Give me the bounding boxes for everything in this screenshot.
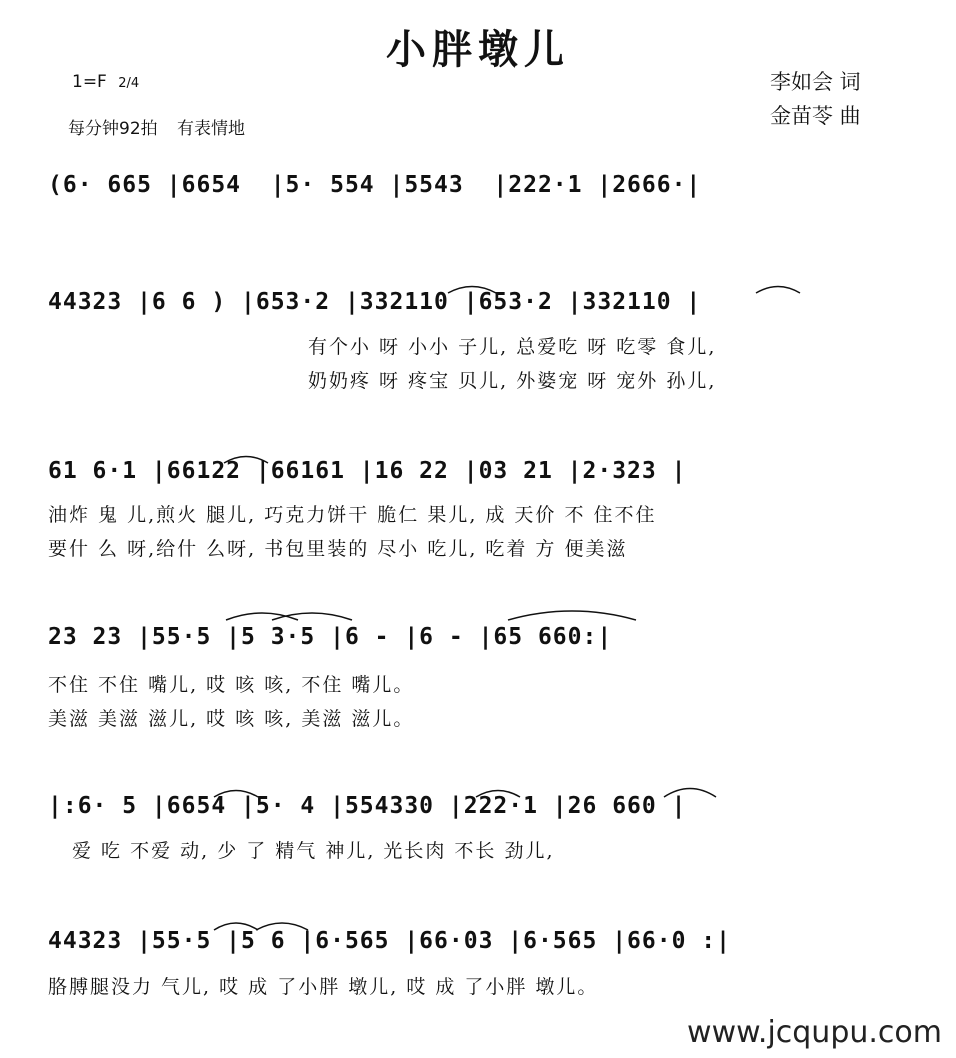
notation-row: 44323 |6 6 ) |653·2 |332110 |653·2 |332110 | [48,289,702,315]
lyric-line: 胳膊腿没力 气儿, 哎 成 了小胖 墩儿, 哎 成 了小胖 墩儿。 [48,976,599,998]
lyric-line: 奶奶疼 呀 疼宝 贝儿, 外婆宠 呀 宠外 孙儿, [308,370,717,392]
key-signature: 1=F [72,72,107,92]
time-signature: 2/4 [118,76,140,91]
notation-row: 44323 |55·5 |5 6 |6·565 |66·03 |6·565 |66·0 :| [48,928,731,954]
expression-mark: 有表情地 [177,119,246,139]
lyric-line: 有个小 呀 小小 子儿, 总爱吃 呀 吃零 食儿, [308,336,717,358]
lyric-line: 油炸 鬼 儿,煎火 腿儿, 巧克力饼干 脆仁 果儿, 成 天价 不 住不住 [48,504,657,526]
lyric-line: 美滋 美滋 滋儿, 哎 咳 咳, 美滋 滋儿。 [48,708,415,730]
lyric-line: 不住 不住 嘴儿, 哎 咳 咳, 不住 嘴儿。 [48,674,415,696]
tempo-line [68,114,245,139]
key-signature-line [72,72,139,92]
notation-row: 61 6·1 |66122 |66161 |16 22 |03 21 |2·323 | [48,458,687,484]
lyricist-credit: 李如会 词 [770,70,861,94]
lyric-line: 要什 么 呀,给什 么呀, 书包里装的 尽小 吃儿, 吃着 方 便美滋 [48,538,628,560]
notation-row: 23 23 |55·5 |5 3·5 |6 - |6 - |65 660:| [48,624,613,650]
song-title: 小胖墩儿 [386,27,570,73]
notation-row: |:6· 5 |6654 |5· 4 |554330 |222·1 |26 660 | [48,793,687,819]
notation-row: (6· 665 |6654 |5· 554 |5543 |222·1 |2666·| [48,172,702,198]
watermark: www.jcqupu.com [687,1015,942,1050]
lyric-line: 爱 吃 不爱 动, 少 了 精气 神儿, 光长肉 不长 劲儿, [72,840,555,862]
composer-credit: 金苗苓 曲 [770,104,861,128]
tempo: 每分钟92拍 [68,119,158,139]
